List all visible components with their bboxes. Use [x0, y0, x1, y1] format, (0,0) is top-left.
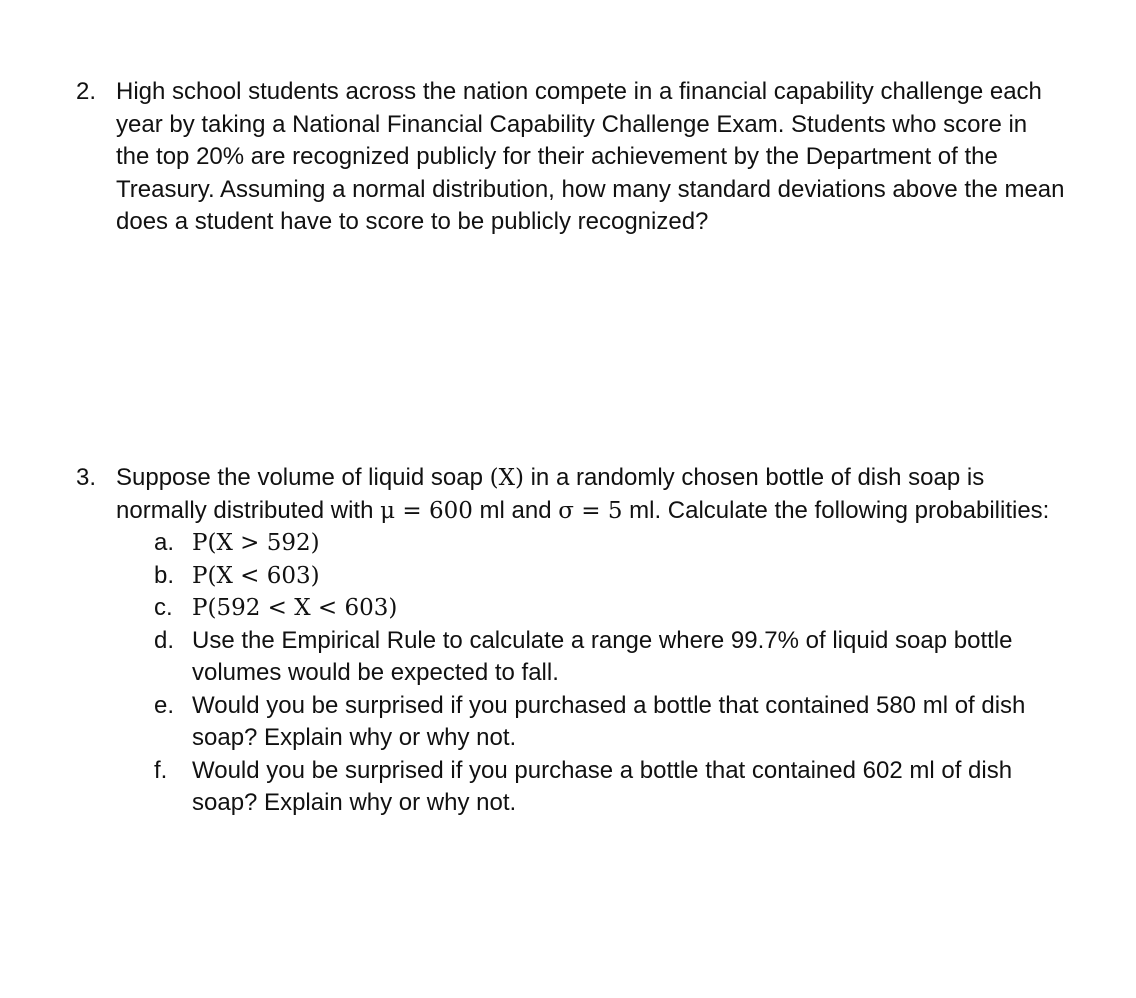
sub-question-label: d.	[154, 626, 175, 654]
problem-number: 3.	[76, 464, 97, 491]
sub-question-e	[154, 690, 1034, 755]
problem-number: 2.	[76, 78, 97, 105]
sub-question-a	[154, 527, 1034, 560]
intro-text: ml. Calculate the following probabilities:	[622, 496, 1050, 524]
intro-text: in a randomly chosen bottle of dish soap is normally distributed with	[116, 464, 985, 524]
problem-3	[76, 462, 1066, 820]
sub-question-label: f.	[154, 756, 168, 784]
problem-2-row	[76, 76, 1066, 239]
problem-2	[76, 76, 1066, 239]
probability-expression: P(X < 603)	[192, 562, 320, 589]
intro-text: ml and	[472, 496, 559, 524]
sub-question-list	[154, 527, 1034, 820]
sub-question-text: Use the Empirical Rule to calculate a range where 99.7% of liquid soap bottle volumes would be expected to fall.	[192, 626, 1013, 686]
intro-text: Suppose the volume of liquid soap	[116, 464, 490, 491]
problem-text: High school students across the nation compete in a financial capability challenge each year by taking a National Financial Capability Challenge Exam. Students who score in the top 20% are recognized publicly for their achievement by the Department of the Treasury. Assuming a normal distribution, how many standard deviations above the mean does a student have to score to be publicly recognized?	[116, 78, 1065, 235]
math-mean: μ = 600	[380, 497, 473, 524]
math-sigma: σ = 5	[558, 497, 623, 524]
sub-question-text: Would you be surprised if you purchased a bottle that contained 580 ml of dish soap? Explain why or why not.	[192, 691, 1026, 751]
problem-3-row	[76, 462, 1066, 527]
sub-question-b	[154, 560, 1034, 593]
sub-question-label: e.	[154, 691, 175, 719]
sub-question-c	[154, 592, 1034, 625]
sub-question-label: a.	[154, 529, 175, 556]
sub-question-d	[154, 625, 1034, 690]
probability-expression: P(X > 592)	[192, 530, 320, 556]
probability-expression: P(592 < X < 603)	[192, 595, 398, 621]
problem-intro	[116, 462, 1066, 527]
sub-question-label: b.	[154, 561, 175, 589]
sub-question-text: Would you be surprised if you purchase a bottle that contained 602 ml of dish soap? Explain why or why not.	[192, 756, 1013, 816]
sub-question-f	[154, 755, 1034, 820]
sub-question-label: c.	[154, 594, 173, 621]
math-variable-x: (X)	[489, 465, 524, 491]
